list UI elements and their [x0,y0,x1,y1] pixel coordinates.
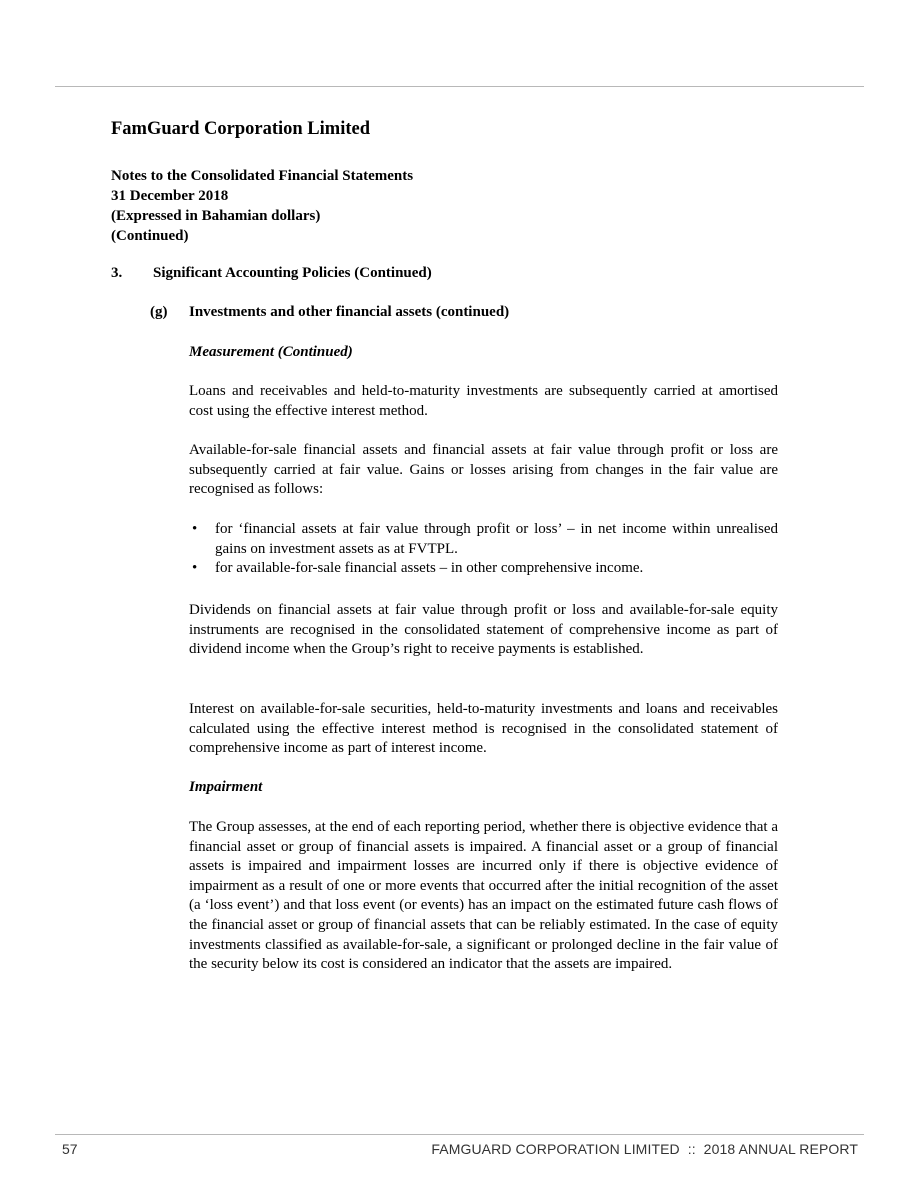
bullet-icon: • [192,560,198,577]
measurement-paragraph-1: Loans and receivables and held-to-maturity investments are subsequently carried at amortised cost using the effective interest method. [189,383,778,419]
measurement-paragraph-2: Available-for-sale financial assets and financial assets at fair value through profit or loss are subsequently carried at fair value. Gains or losses arising from changes in the fair value are recognised as follows: [189,442,778,498]
statement-date: 31 December 2018 [111,188,229,204]
measurement-paragraph-4: Interest on available-for-sale securities, held-to-maturity investments and loans and receivables calculated using the effective interest method is recognised in the consolidated statement of comprehensive income as part of interest income. [189,701,778,757]
notes-title: Notes to the Consolidated Financial Statements [111,168,414,184]
section-title: Significant Accounting Policies (Continued) [153,265,432,281]
impairment-heading: Impairment [189,779,263,795]
company-name: FamGuard Corporation Limited [111,119,370,139]
measurement-paragraph-3: Dividends on financial assets at fair value through profit or loss and available-for-sale equity instruments are recognised in the consolidated statement of comprehensive income as part of dividend income when the Group’s right to receive payments is established. [189,602,778,658]
header-divider [55,86,864,87]
recognition-bullet-list [189,520,778,579]
subsection-title: Investments and other financial assets (continued) [189,304,510,320]
statement-header [111,166,413,246]
currency-note: (Expressed in Bahamian dollars) [111,208,321,224]
section-heading [111,265,432,282]
continued-note: (Continued) [111,228,189,244]
subsection-letter: (g) [150,304,168,320]
bullet-item [189,520,778,559]
impairment-paragraph: The Group assesses, at the end of each reporting period, whether there is objective evidence that a financial asset or group of financial assets is impaired. A financial asset or a group of financial assets is impaired and impairment losses are incurred only if there is objective evidence of impairment as a result of one or more events that occurred after the initial recognition of the asset (a ‘loss event’) and that loss event (or events) has an impact on the estimated future cash flows of the financial asset or group of financial assets that can be reliably estimated. In the case of equity investments classified as available-for-sale, a significant or prolonged decline in the fair value of the security below its cost is considered an indicator that the assets are impaired. [189,819,778,973]
footer-divider [55,1134,864,1135]
bullet-text: for available-for-sale financial assets – in other comprehensive income. [215,560,644,577]
section-number: 3. [111,265,123,281]
page-number: 57 [62,1141,78,1157]
footer-report-title: FAMGUARD CORPORATION LIMITED :: 2018 ANNUAL REPORT [431,1141,858,1157]
bullet-icon: • [192,521,198,537]
bullet-item [189,559,778,579]
bullet-text: for ‘financial assets at fair value through profit or loss’ – in net income within unrealised gains on investment assets as at FVTPL. [215,521,778,557]
measurement-heading: Measurement (Continued) [189,344,353,360]
subsection-heading [150,304,509,321]
